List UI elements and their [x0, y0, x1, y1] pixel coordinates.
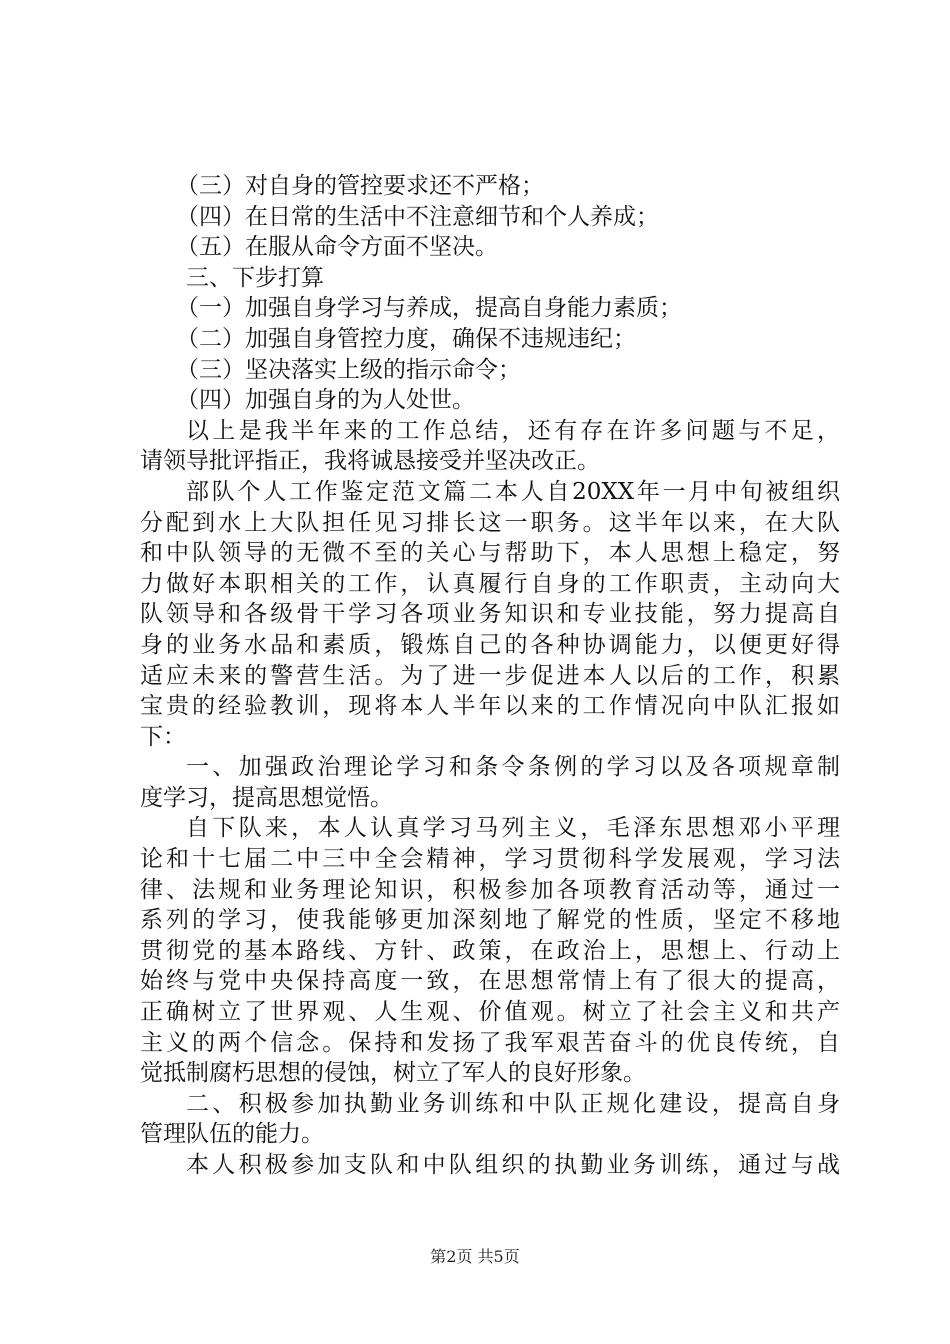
text-line: 队领导和各级骨干学习各项业务知识和专业技能，努力提高自: [140, 601, 840, 628]
section-heading: 度学习，提高思想觉悟。: [140, 784, 393, 811]
text-line: （五）在服从命令方面不坚决。: [176, 234, 498, 261]
text-line: 本人积极参加支队和中队组织的执勤业务训练，通过与战: [186, 1152, 840, 1178]
text-line: 宝贵的经验教训，现将本人半年以来的工作情况向中队汇报如: [140, 693, 840, 720]
text-line: 下：: [140, 723, 186, 750]
text-line: 力做好本职相关的工作，认真履行自身的工作职责，主动向大: [140, 570, 840, 597]
text-line: 系列的学习，使我能够更加深刻地了解党的性质，坚定不移地: [140, 907, 840, 934]
text-line: 身的业务水品和素质，锻炼自己的各种协调能力，以便更好得: [140, 631, 840, 658]
section-heading: 三、下步打算: [186, 264, 324, 291]
text-line: 分配到水上大队担任见习排长这一职务。这半年以来，在大队: [140, 509, 840, 536]
text-line: （一）加强自身学习与养成，提高自身能力素质；: [176, 295, 682, 322]
text-line: 部队个人工作鉴定范文篇二本人自20XX年一月中旬被组织: [186, 478, 840, 505]
text-line: 觉抵制腐朽思想的侵蚀，树立了军人的良好形象。: [140, 1060, 646, 1087]
text-line: 论和十七届二中三中全会精神，学习贯彻科学发展观，学习法: [140, 846, 840, 873]
page-number-footer: 第2页 共5页: [430, 1247, 520, 1266]
document-body: [140, 171, 840, 1181]
text-line: 贯彻党的基本路线、方针、政策，在政治上，思想上、行动上: [140, 937, 840, 964]
text-line: 以上是我半年来的工作总结，还有存在许多问题与不足，: [186, 417, 840, 444]
text-line: 始终与党中央保持高度一致，在思想常情上有了很大的提高，: [140, 968, 840, 995]
section-heading: 二、积极参加执勤业务训练和中队正规化建设，提高自身: [186, 1090, 840, 1117]
text-line: 请领导批评指正，我将诚恳接受并坚决改正。: [140, 448, 600, 475]
text-line: （四）在日常的生活中不注意细节和个人养成；: [176, 203, 659, 230]
text-line: 律、法规和业务理论知识，积极参加各项教育活动等，通过一: [140, 876, 840, 903]
text-line: 自下队来，本人认真学习马列主义，毛泽东思想邓小平理: [186, 815, 840, 842]
section-heading: 一、加强政治理论学习和条令条例的学习以及各项规章制: [186, 754, 840, 781]
text-line: （三）坚决落实上级的指示命令；: [176, 356, 521, 383]
section-heading: 管理队伍的能力。: [140, 1121, 324, 1148]
text-line: （二）加强自身管控力度，确保不违规违纪；: [176, 325, 636, 352]
text-line: （三）对自身的管控要求还不严格；: [176, 173, 544, 199]
text-line: 主义的两个信念。保持和发扬了我军艰苦奋斗的优良传统，自: [140, 1029, 840, 1056]
text-line: 正确树立了世界观、人生观、价值观。树立了社会主义和共产: [140, 999, 840, 1026]
text-line: （四）加强自身的为人处世。: [176, 387, 475, 414]
text-line: 适应未来的警营生活。为了进一步促进本人以后的工作，积累: [140, 662, 840, 689]
text-line: 和中队领导的无微不至的关心与帮助下，本人思想上稳定，努: [140, 540, 840, 567]
